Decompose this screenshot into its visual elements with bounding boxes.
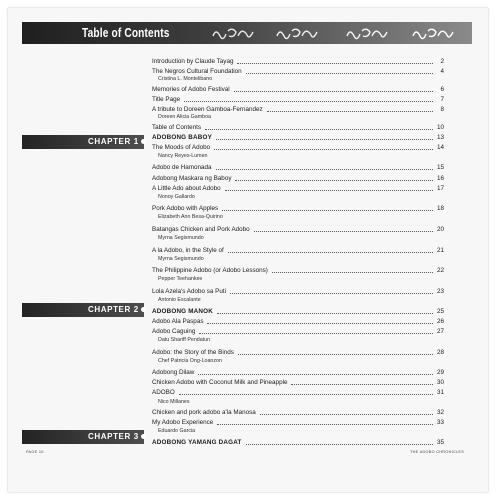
toc-entry[interactable]: A tribute to Doreen Gamboa-Fernandez 8 bbox=[152, 106, 444, 113]
toc-entry[interactable]: Adobo Caguing 27 bbox=[152, 328, 444, 335]
toc-entry[interactable]: Table of Contents 10 bbox=[152, 124, 444, 131]
toc-entry[interactable]: Adobong Dilaw 29 bbox=[152, 369, 444, 376]
toc-author: Pepper Teehankee bbox=[158, 276, 203, 282]
toc-entry[interactable]: A la Adobo, in the Style of 21 bbox=[152, 247, 444, 254]
toc-author: Elizabeth Ann Besa-Quirino bbox=[158, 214, 223, 220]
baybayin-ornament-icon bbox=[344, 24, 392, 42]
toc-entry[interactable]: The Philippine Adobo (or Adobo Lessons) 22 bbox=[152, 267, 444, 274]
toc-author: Myrna Segismundo bbox=[158, 235, 204, 241]
chapter-3-bar bbox=[22, 430, 144, 444]
toc-entry[interactable]: Adobong Maskara ng Baboy 16 bbox=[152, 175, 444, 182]
toc-author: Nancy Reyes-Lumen bbox=[158, 153, 208, 159]
toc-author: Nico Millanes bbox=[158, 399, 190, 405]
baybayin-ornament-icon bbox=[274, 24, 322, 42]
baybayin-ornament-icon bbox=[410, 24, 458, 42]
toc-author: Eduardo Garcia bbox=[158, 428, 196, 434]
toc-section-heading[interactable]: ADOBONG MANOK 25 bbox=[152, 308, 444, 315]
chapter-bullet-icon bbox=[141, 139, 146, 144]
chapter-1-label: CHAPTER 1 bbox=[88, 137, 139, 146]
toc-entry[interactable]: Adobo: the Story of the Binds 28 bbox=[152, 349, 444, 356]
toc-author: Myrna Segismundo bbox=[158, 256, 204, 262]
footer-page-number: PAGE 10 bbox=[26, 450, 44, 454]
toc-section-heading[interactable]: ADOBONG YAMANG DAGAT 35 bbox=[152, 439, 444, 446]
toc-author: Antonio Escalante bbox=[158, 297, 201, 303]
chapter-bullet-icon bbox=[141, 434, 146, 439]
toc-entry[interactable]: Adobo Ala Paspas 26 bbox=[152, 318, 444, 325]
toc-entry[interactable]: The Moods of Adobo 14 bbox=[152, 144, 444, 151]
chapter-2-bar bbox=[22, 303, 144, 317]
toc-entry[interactable]: A Little Ado about Adobo 17 bbox=[152, 185, 444, 192]
baybayin-ornament-icon bbox=[210, 24, 258, 42]
toc-entry[interactable]: Chicken Adobo with Coconut Milk and Pineapple 30 bbox=[152, 379, 444, 386]
toc-entry[interactable]: ADOBO 31 bbox=[152, 389, 444, 396]
header-ornaments bbox=[210, 24, 470, 42]
toc-entry[interactable]: Introduction by Claude Tayag 2 bbox=[152, 58, 444, 65]
chapter-bullet-icon bbox=[141, 307, 146, 312]
toc-entry[interactable]: My Adobo Experience 33 bbox=[152, 419, 444, 426]
toc-entry[interactable]: Title Page 7 bbox=[152, 96, 444, 103]
toc-author: Datu Shariff Pendatun bbox=[158, 337, 211, 343]
toc-entry[interactable]: Memories of Adobo Festival 6 bbox=[152, 86, 444, 93]
toc-entry[interactable]: Lola Azela's Adobo sa Puti 23 bbox=[152, 288, 444, 295]
toc-author: Doreen Alicia Gamboa bbox=[158, 114, 211, 120]
toc-entry[interactable]: The Negros Cultural Foundation 4 bbox=[152, 68, 444, 75]
toc-entry[interactable]: Adobo de Hamonada 15 bbox=[152, 164, 444, 171]
chapter-3-label: CHAPTER 3 bbox=[88, 432, 139, 441]
toc-section-heading[interactable]: ADOBONG BABOY 13 bbox=[152, 134, 444, 141]
toc-entry[interactable]: Pork Adobo with Apples 18 bbox=[152, 205, 444, 212]
chapter-1-bar bbox=[22, 135, 144, 149]
toc-author: Nonoy Gallardo bbox=[158, 194, 195, 200]
toc-author: Chef Patricia Ong-Loanzon bbox=[158, 358, 222, 364]
footer-book-title: THE ADOBO CHRONICLES bbox=[410, 450, 465, 454]
toc-entry[interactable]: Batangas Chicken and Pork Adobo 20 bbox=[152, 226, 444, 233]
page-title: Table of Contents bbox=[82, 25, 170, 40]
chapter-2-label: CHAPTER 2 bbox=[88, 305, 139, 314]
toc-author: Cristina L. Montelibano bbox=[158, 76, 213, 82]
toc-entry[interactable]: Chicken and pork adobo a'la Manosa 32 bbox=[152, 409, 444, 416]
